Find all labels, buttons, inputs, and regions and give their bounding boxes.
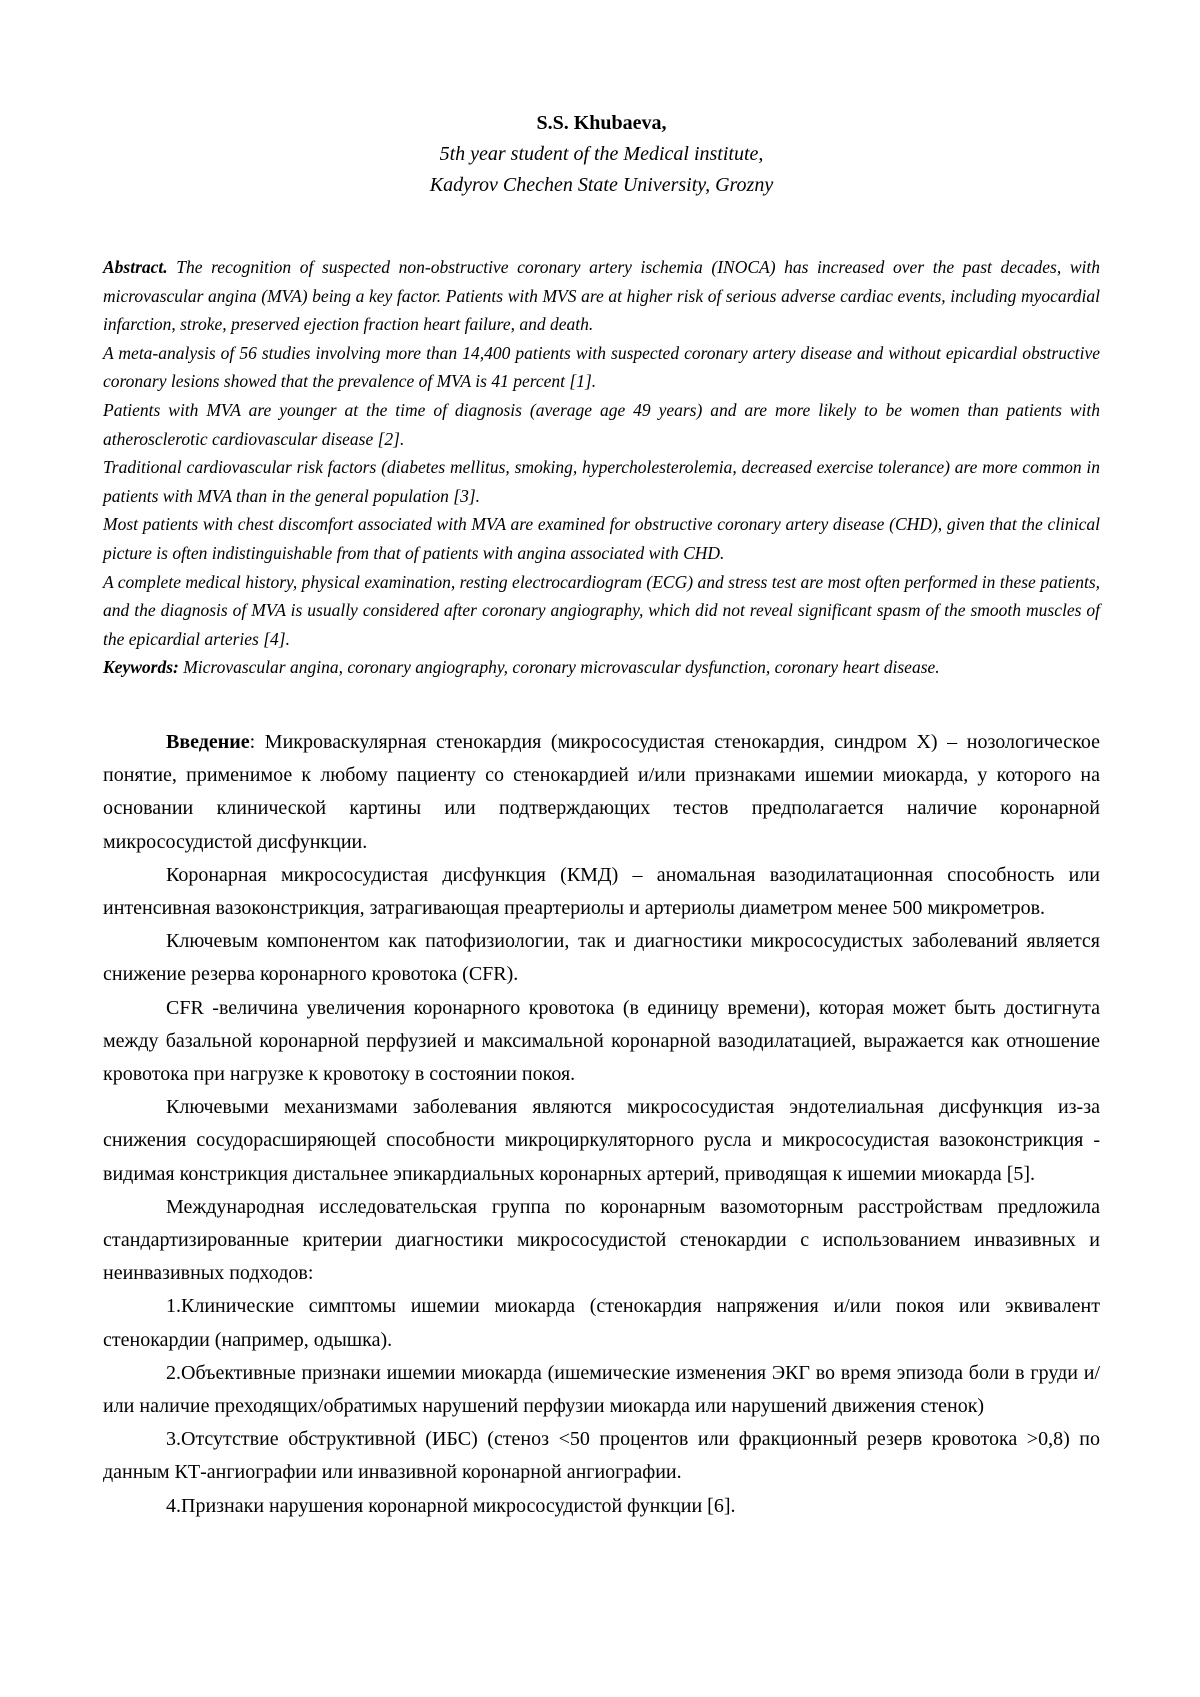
body-paragraph: CFR -величина увеличения коронарного кровотока (в единицу времени), которая может быть достигнута между базальной коронарной перфузией и максимальной коронарной вазодилатацией, выражается как отношение кровотока при нагрузке к кровотоку в состоянии покоя. bbox=[103, 996, 1100, 1085]
body-paragraph: Международная исследовательская группа по коронарным вазомоторным расстройствам предложила стандартизированные критерии диагностики микрососудистой стенокардии с использованием инвазивных и неинвазивных подходов: bbox=[103, 1195, 1100, 1285]
abstract-paragraph: Traditional cardiovascular risk factors (diabetes mellitus, smoking, hypercholesterolemia, decreased exercise tolerance) are more common in patients with MVA than in the general population [3]. bbox=[103, 457, 1100, 506]
keywords-line bbox=[103, 653, 1100, 682]
abstract-section bbox=[103, 253, 1100, 682]
body-paragraph: Коронарная микрососудистая дисфункция (КМД) – аномальная вазодилатационная способность или интенсивная вазоконстрикция, затрагивающая преартериолы и артериолы диаметром менее 500 микрометров. bbox=[103, 863, 1100, 919]
intro-label: Введение bbox=[166, 730, 250, 753]
body-paragraph: 4.Признаки нарушения коронарной микрососудистой функции [6]. bbox=[166, 1494, 736, 1517]
intro-text: : Микроваскулярная стенокардия (микрососудистая стенокардия, синдром Х) – нозологическое понятие, применимое к любому пациенту со стенокардией и/или признаками ишемии миокарда, у которого на основании клинической картины или подтверждающих тестов предполагается наличие коронарной микрососудистой дисфункции. bbox=[103, 730, 1100, 853]
body-paragraph: 1.Клинические симптомы ишемии миокарда (стенокардия напряжения и/или покоя или эквивалент стенокардии (например, одышка). bbox=[103, 1295, 1100, 1351]
body-paragraph: Ключевыми механизмами заболевания являются микрососудистая эндотелиальная дисфункция из-за снижения сосудорасширяющей способности микроциркуляторного русла и микрососудистая вазоконстрикция - видимая констрикция дистальнее эпикардиальных коронарных артерий, приводящая к ишемии миокарда [5]. bbox=[103, 1096, 1100, 1185]
abstract-paragraph: Most patients with chest discomfort associated with MVA are examined for obstructive coronary artery disease (CHD), given that the clinical picture is often indistinguishable from that of patients with angina associated with CHD. bbox=[103, 514, 1100, 563]
keywords-text: Microvascular angina, coronary angiography, coronary microvascular dysfunction, coronary heart disease. bbox=[178, 657, 940, 678]
body-paragraph-intro bbox=[103, 726, 1100, 859]
author-name: S.S. Khubaeva, bbox=[536, 112, 667, 134]
abstract-paragraph: A complete medical history, physical examination, resting electrocardiogram (ECG) and stress test are most often performed in these patients, and the diagnosis of MVA is usually considered after coronary angiography, which did not reveal significant spasm of the smooth muscles of the epicardial arteries [4]. bbox=[103, 571, 1100, 649]
abstract-label: Abstract. bbox=[103, 257, 168, 277]
abstract-paragraph bbox=[103, 253, 1100, 339]
paper-header bbox=[103, 108, 1100, 201]
affiliation-line-1: 5th year student of the Medical institute, bbox=[439, 143, 764, 165]
body-paragraph: Ключевым компонентом как патофизиологии, так и диагностики микрососудистых заболеваний является снижение резерва коронарного кровотока (CFR). bbox=[103, 930, 1100, 986]
article-body bbox=[103, 726, 1100, 1523]
body-paragraph: 3.Отсутствие обструктивной (ИБС) (стеноз <50 процентов или фракционный резерв кровотока >0,8) по данным КТ-ангиографии или инвазивной коронарной ангиографии. bbox=[103, 1428, 1100, 1484]
abstract-paragraph: A meta-analysis of 56 studies involving more than 14,400 patients with suspected coronary artery disease and without epicardial obstructive coronary lesions showed that the prevalence of MVA is 41 percent [1]. bbox=[103, 342, 1100, 392]
body-paragraph: 2.Объективные признаки ишемии миокарда (ишемические изменения ЭКГ во время эпизода боли в груди и/или наличие преходящих/обратимых нарушений перфузии миокарда или нарушений движения стенок) bbox=[103, 1361, 1100, 1417]
abstract-paragraph: Patients with MVA are younger at the time of diagnosis (average age 49 years) and are more likely to be women than patients with atherosclerotic cardiovascular disease [2]. bbox=[103, 399, 1100, 449]
abstract-lead-text: The recognition of suspected non-obstructive coronary artery ischemia (INOCA) has increased over the past decades, with microvascular angina (MVA) being a key factor. Patients with MVS are at higher risk of serious adverse cardiac events, including myocardial infarction, stroke, preserved ejection fraction heart failure, and death. bbox=[103, 257, 1100, 335]
keywords-label: Keywords: bbox=[103, 657, 179, 678]
affiliation-line-2: Kadyrov Chechen State University, Grozny bbox=[429, 174, 774, 196]
